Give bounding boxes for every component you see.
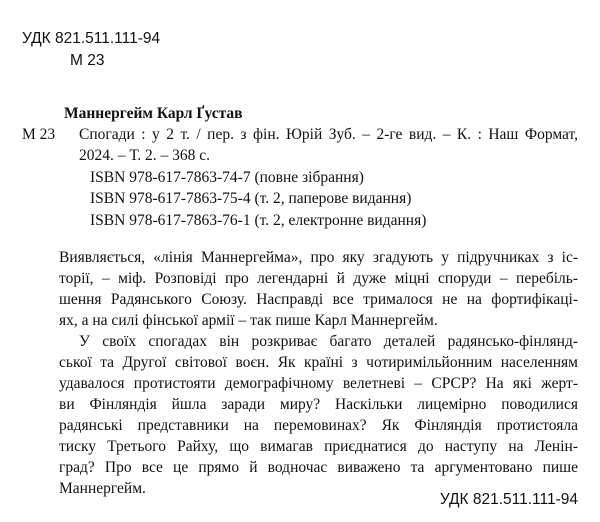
description-line-2: 2024. – Т. 2. – 368 с. bbox=[79, 147, 211, 164]
annotation-line: ської та Другої світової воєн. Як країні з чотиримільйонним населенням bbox=[59, 354, 578, 371]
annotation-line: радянські представники на перемовинах? Як Фінляндія протистояла bbox=[59, 417, 578, 434]
author-mark: М 23 bbox=[70, 52, 105, 69]
annotation-line: ви Фінляндія йшла заради миру? Наскільки лицемірно поводилися bbox=[59, 396, 578, 413]
annotation-line: ях, а на силі фінської армії – так пише Карл Маннергейм. bbox=[59, 312, 438, 329]
author-heading: Маннергейм Карл Ґустав bbox=[64, 105, 243, 122]
record-mark: М 23 bbox=[22, 126, 56, 143]
annotation-line: шення Радянського Союзу. Насправді все трималося не на фортифікаці- bbox=[59, 291, 578, 308]
annotation-line: Маннергейм. bbox=[59, 480, 146, 497]
udk-code-footer: УДК 821.511.111-94 bbox=[439, 491, 578, 508]
description-line-1: Спогади : у 2 т. / пер. з фін. Юрій Зуб. – 2-ге вид. – К. : Наш Формат, bbox=[79, 126, 578, 143]
isbn-line: ISBN 978-617-7863-74-7 (повне зібрання) bbox=[90, 169, 364, 186]
annotation-line: град? Про все це прямо й водночас виважено та аргументовано пише bbox=[59, 459, 578, 476]
annotation-line: торії, – міф. Розповіді про легендарні й дуже міцні споруди – перебіль- bbox=[59, 270, 578, 287]
udk-code: УДК 821.511.111-94 bbox=[22, 30, 161, 47]
annotation-line: тиску Третього Райху, що вимагав приєднатися до наступу на Ленін- bbox=[59, 438, 578, 455]
isbn-line: ISBN 978-617-7863-75-4 (т. 2, паперове видання) bbox=[90, 190, 412, 207]
annotation-line: У своїх спогадах він розкриває багато деталей радянсько-фінлянд- bbox=[79, 333, 578, 350]
annotation-line: Виявляється, «лінія Маннергейма», про яку згадують у підручниках з іс- bbox=[59, 249, 578, 266]
isbn-line: ISBN 978-617-7863-76-1 (т. 2, електронне видання) bbox=[90, 212, 427, 229]
annotation-line: удавалося протистояти демографічному велетневі – СРСР? На які жерт- bbox=[59, 375, 578, 392]
